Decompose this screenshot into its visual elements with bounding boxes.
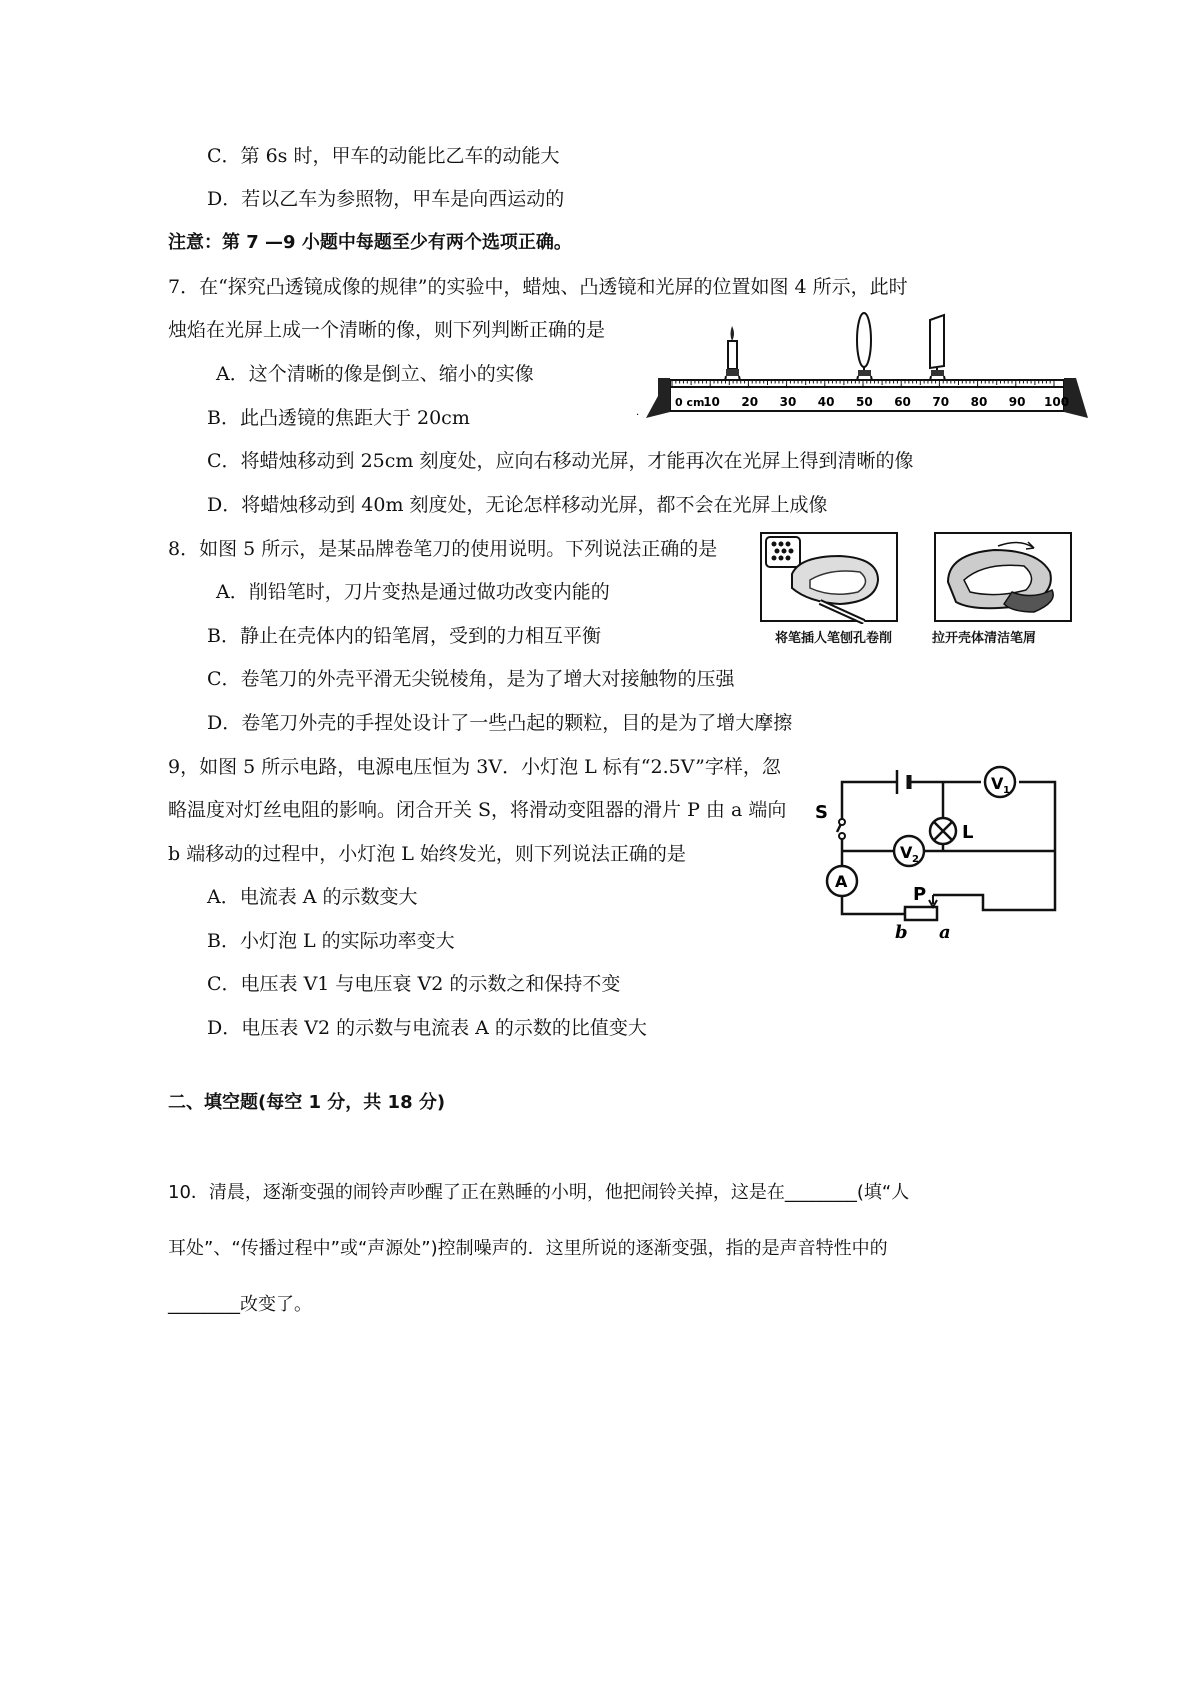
light-screen-icon (930, 315, 944, 376)
notice: 注意：第 7 —9 小题中每题至少有两个选项正确。 (168, 232, 572, 253)
svg-text:2: 2 (912, 854, 919, 865)
convex-lens-icon (857, 313, 871, 376)
section2-title: 二、填空题(每空 1 分，共 18 分) (168, 1092, 446, 1113)
q9-option-d: D．电压表 V2 的示数与电流表 A 的示数的比值变大 (207, 1017, 647, 1039)
label-a: a (939, 922, 951, 942)
sharpener-caption-left: 将笔插人笔刨孔卷削 (775, 631, 893, 646)
svg-text:V: V (900, 843, 913, 862)
voltmeter-v2-icon (894, 836, 924, 866)
voltmeter-v1-icon (985, 767, 1015, 797)
sharpener-caption-right: 拉开壳体清洁笔屑 (932, 631, 1037, 646)
q7-stem-line1: 7．在“探究凸透镜成像的规律”的实验中，蜡烛、凸透镜和光屏的位置如图 4 所示，此时 (168, 276, 908, 298)
scale-unit-label: 0 cm (675, 396, 705, 409)
scale-label: 30 (779, 395, 797, 409)
svg-text:A: A (835, 872, 848, 891)
q9-stem-line1: 9，如图 5 所示电路，电源电压恒为 3V．小灯泡 L 标有“2.5V”字样，忽 (168, 756, 781, 778)
scale-label: 70 (932, 395, 950, 409)
switch-icon (839, 819, 845, 825)
q9-option-a: A．电流表 A 的示数变大 (207, 886, 418, 908)
scale-label: 60 (894, 395, 911, 409)
bench-left-support (646, 378, 670, 418)
scale-label: 40 (817, 395, 835, 409)
q7-option-b: B．此凸透镜的焦距大于 20cm (207, 407, 470, 429)
ammeter-icon (827, 866, 857, 896)
q10-line2: 耳处”、“传播过程中”或“声源处”)控制噪声的．这里所说的逐渐变强，指的是声音特性中的 (168, 1238, 888, 1259)
q8-option-a: A．削铅笔时，刀片变热是通过做功改变内能的 (216, 581, 610, 603)
q8-option-c: C．卷笔刀的外壳平滑无尖锐棱角，是为了增大对接触物的压强 (207, 668, 735, 690)
label-l: L (962, 822, 974, 843)
slider-arrow-icon (929, 895, 937, 907)
label-b: b (895, 922, 908, 942)
q7-option-d: D．将蜡烛移动到 40m 刻度处，无论怎样移动光屏，都不会在光屏上成像 (207, 494, 828, 516)
q8-option-d: D．卷笔刀外壳的手捏处设计了一些凸起的颗粒，目的是为了增大摩擦 (207, 712, 793, 734)
svg-text:V: V (991, 774, 1004, 793)
q7-option-c: C．将蜡烛移动到 25cm 刻度处，应向右移动光屏，才能再次在光屏上得到清晰的像 (207, 450, 914, 472)
q6-option-c: C．第 6s 时，甲车的动能比乙车的动能大 (207, 145, 560, 167)
scale-label: 80 (970, 395, 988, 409)
sharpener-clean-illustration (934, 532, 1074, 624)
q9-stem-line3: b 端移动的过程中，小灯泡 L 始终发光，则下列说法正确的是 (168, 843, 686, 865)
scale-label: 90 (1008, 395, 1026, 409)
circuit-diagram (805, 762, 1075, 942)
q7-option-a: A．这个清晰的像是倒立、缩小的实像 (216, 363, 534, 385)
q10-line1: 10．清晨，逐渐变强的闹铃声吵醒了正在熟睡的小明，他把闹铃关掉，这是在________(填“人 (168, 1182, 910, 1203)
scale-label: 50 (856, 395, 873, 409)
q8-option-b: B．静止在壳体内的铅笔屑，受到的力相互平衡 (207, 625, 601, 647)
lamp-icon (930, 818, 956, 844)
label-p: P (913, 884, 927, 905)
rheostat-icon (905, 907, 937, 920)
q9-stem-line2: 略温度对灯丝电阻的影响。闭合开关 S，将滑动变阻器的滑片 P 由 a 端向 (168, 799, 787, 821)
svg-text:·: · (636, 410, 640, 421)
label-s: S (815, 802, 828, 823)
scale-label: 100 (1044, 395, 1070, 409)
q10-line3: ________改变了。 (168, 1294, 312, 1315)
q8-stem: 8．如图 5 所示，是某品牌卷笔刀的使用说明。下列说法正确的是 (168, 538, 718, 560)
optical-bench-figure (628, 308, 1088, 428)
candle-icon (726, 326, 739, 376)
scale-label: 10 (703, 395, 720, 409)
q6-option-d: D．若以乙车为参照物，甲车是向西运动的 (207, 188, 565, 210)
q9-option-c: C．电压表 V1 与电压衰 V2 的示数之和保持不变 (207, 973, 621, 995)
q7-stem-line2: 烛焰在光屏上成一个清晰的像，则下列判断正确的是 (168, 319, 606, 341)
scale-label: 20 (741, 395, 759, 409)
svg-text:1: 1 (1003, 785, 1010, 796)
q9-option-b: B．小灯泡 L 的实际功率变大 (207, 930, 455, 952)
sharpener-insert-illustration (760, 532, 920, 624)
